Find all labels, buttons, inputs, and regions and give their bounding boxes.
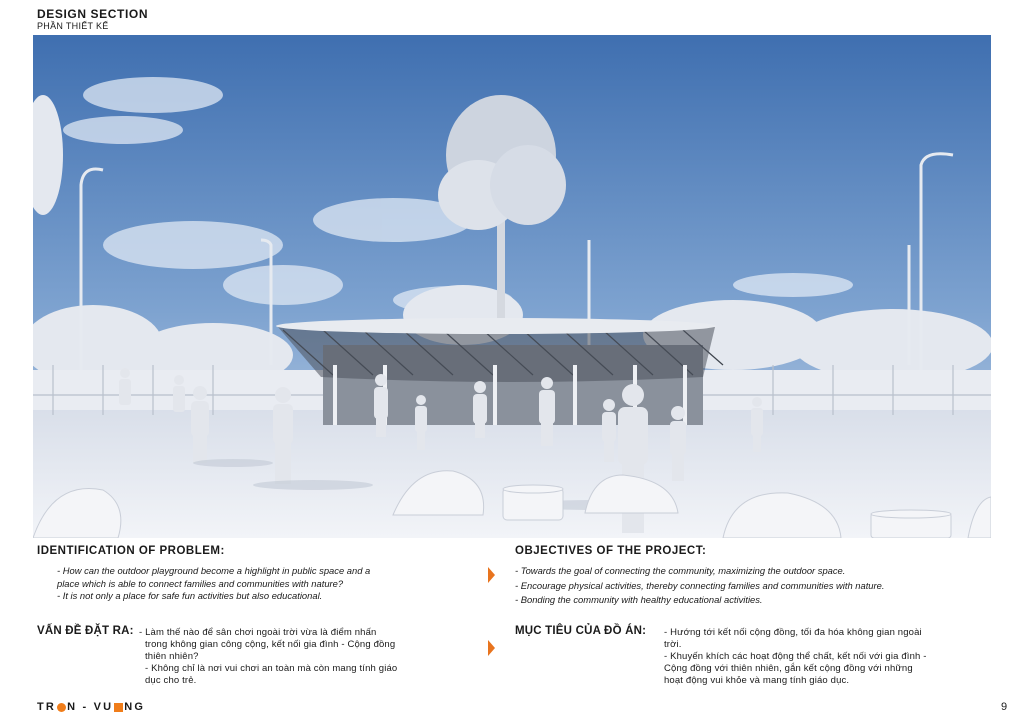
objectives-heading: OBJECTIVES OF THE PROJECT: [515, 545, 707, 557]
objectives-list [515, 565, 995, 607]
playground-render-image [33, 35, 991, 538]
objectives-vn-line: - Khuyến khích các hoạt động thể chất, kết nối với gia đình - [664, 651, 927, 662]
logo-circle-icon [57, 703, 66, 712]
arrow-right-icon [488, 640, 495, 656]
brand-logo [37, 701, 145, 713]
objectives-item: - Bonding the community with healthy educational activities. [515, 594, 763, 606]
problem-vn-line: dục cho trẻ. [145, 675, 197, 686]
objectives-vn-text [664, 627, 994, 687]
problem-vn-label: VẤN ĐỀ ĐẶT RA: [37, 625, 134, 637]
logo-square-icon [114, 703, 123, 712]
problem-heading: IDENTIFICATION OF PROBLEM: [37, 545, 225, 557]
problem-vn-text [139, 627, 469, 687]
objectives-item: - Towards the goal of connecting the community, maximizing the outdoor space. [515, 565, 846, 576]
section-subtitle: PHẦN THIẾT KẾ [37, 21, 109, 31]
section-title: DESIGN SECTION [37, 7, 149, 21]
objectives-vn-line: Cộng đồng với thiên nhiên, gắn kết cộng đồng với những [664, 663, 913, 674]
problem-vn-line: thiên nhiên? [145, 651, 199, 662]
logo-text: NG [124, 701, 146, 713]
objectives-vn-line: - Hướng tới kết nối cộng đồng, tối đa hóa không gian ngoài [664, 627, 922, 638]
objectives-vn-label: MỤC TIÊU CỦA ĐỒ ÁN: [515, 625, 647, 637]
problem-item: place which is able to connect families and communities with nature? [57, 577, 344, 589]
problem-item: - It is not only a place for safe fun activities but also educational. [57, 590, 323, 602]
objectives-item: - Encourage physical activities, thereby connecting families and communities with nature. [515, 579, 885, 591]
page-number: 9 [1001, 701, 1008, 713]
problem-vn-line: - Không chỉ là nơi vui chơi an toàn mà còn mang tính giáo [145, 663, 398, 674]
problem-vn-line: - Làm thế nào để sân chơi ngoài trời vừa là điểm nhấn [139, 627, 377, 638]
logo-text: TR [37, 701, 57, 713]
logo-text: N - VU [67, 701, 114, 713]
problem-item: - How can the outdoor playground become a highlight in public space and a [57, 565, 371, 576]
problem-vn-line: trong không gian công cộng, kết nối gia đình - Cộng đồng [145, 639, 396, 650]
objectives-vn-line: hoạt động vui khỏe và mang tính giáo dục. [664, 675, 850, 686]
problem-list [57, 565, 477, 603]
arrow-right-icon [488, 567, 495, 583]
objectives-vn-line: trời. [664, 639, 682, 650]
